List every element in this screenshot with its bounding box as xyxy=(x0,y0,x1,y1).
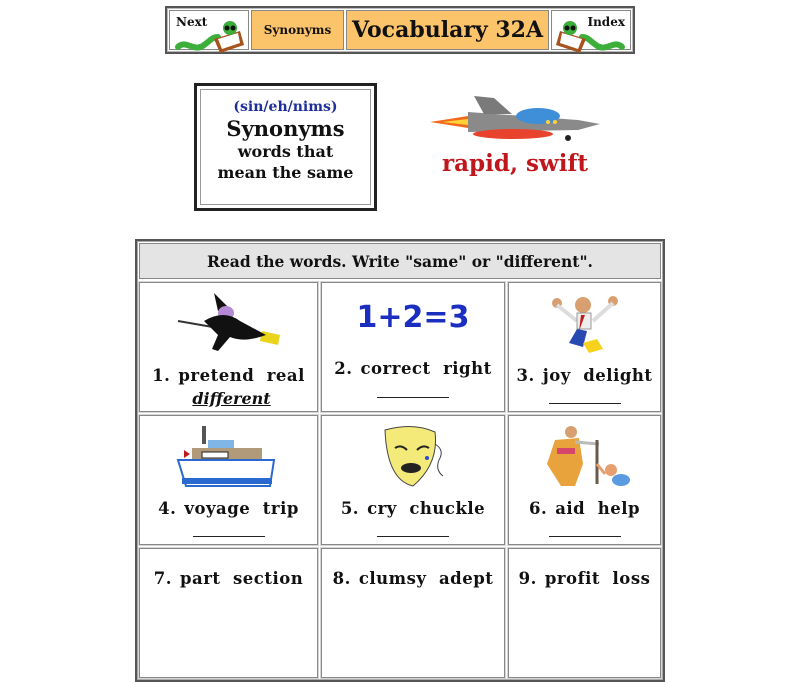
worksheet-item-1 xyxy=(139,282,318,412)
word-pair: cry chuckle xyxy=(367,499,486,518)
worksheet-item-6 xyxy=(508,415,661,545)
math-equation-image: 1+2=3 xyxy=(356,299,470,335)
nav-bar xyxy=(165,6,635,54)
answer-blank[interactable] xyxy=(377,526,449,537)
item-number: 7. xyxy=(153,569,172,588)
answer-blank[interactable] xyxy=(377,387,449,398)
witch-on-broom-image xyxy=(174,291,284,361)
word-pair: joy delight xyxy=(542,366,653,385)
word-pair: aid help xyxy=(555,499,641,518)
item-number: 8. xyxy=(332,569,351,588)
next-button[interactable] xyxy=(169,10,249,50)
synonyms-label: Synonyms xyxy=(263,23,332,37)
word-pair: correct right xyxy=(360,359,492,378)
jumping-man-image xyxy=(545,291,625,361)
item-number: 5. xyxy=(340,499,360,518)
definition-box xyxy=(194,83,377,211)
worksheet-item-3 xyxy=(508,282,661,412)
definition-line-2: mean the same xyxy=(217,163,354,182)
word-pair: pretend real xyxy=(178,366,305,385)
synonyms-link[interactable] xyxy=(251,10,344,50)
vocab-word: Synonyms xyxy=(226,116,345,141)
word-pair: profit loss xyxy=(544,569,651,588)
answer-blank[interactable] xyxy=(193,526,265,537)
index-button[interactable] xyxy=(551,10,631,50)
pronunciation: (sin/eh/nims) xyxy=(233,99,338,115)
worksheet-item-8 xyxy=(321,548,505,678)
answer-blank[interactable] xyxy=(549,393,621,404)
page-title xyxy=(346,10,549,50)
page-title-text: Vocabulary 32A xyxy=(351,17,544,43)
item-number: 6. xyxy=(528,499,548,518)
worksheet-item-7 xyxy=(139,548,318,678)
rocket-jet-image xyxy=(428,92,603,144)
example-synonyms: rapid, swift xyxy=(442,150,588,177)
instructions: Read the words. Write "same" or "different". xyxy=(139,243,661,279)
worksheet-table xyxy=(135,239,665,682)
worksheet-item-2 xyxy=(321,282,505,412)
crying-mask-image xyxy=(373,424,453,494)
old-man-and-baby-image xyxy=(535,424,635,494)
word-pair: voyage trip xyxy=(184,499,299,518)
index-label: Index xyxy=(587,15,625,29)
item-number: 9. xyxy=(518,569,537,588)
worksheet-item-5 xyxy=(321,415,505,545)
worksheet-item-4 xyxy=(139,415,318,545)
answer-field-filled[interactable]: different xyxy=(192,389,271,408)
next-label: Next xyxy=(176,15,208,29)
worksheet-item-9 xyxy=(508,548,661,678)
item-number: 4. xyxy=(158,499,177,518)
word-pair: clumsy adept xyxy=(358,569,494,588)
cruise-ship-image xyxy=(174,424,284,494)
answer-blank[interactable] xyxy=(549,526,621,537)
word-pair: part section xyxy=(179,569,304,588)
definition-line-1: words that xyxy=(237,142,334,161)
item-number: 2. xyxy=(334,359,353,378)
item-number: 1. xyxy=(152,366,171,385)
item-number: 3. xyxy=(516,366,535,385)
